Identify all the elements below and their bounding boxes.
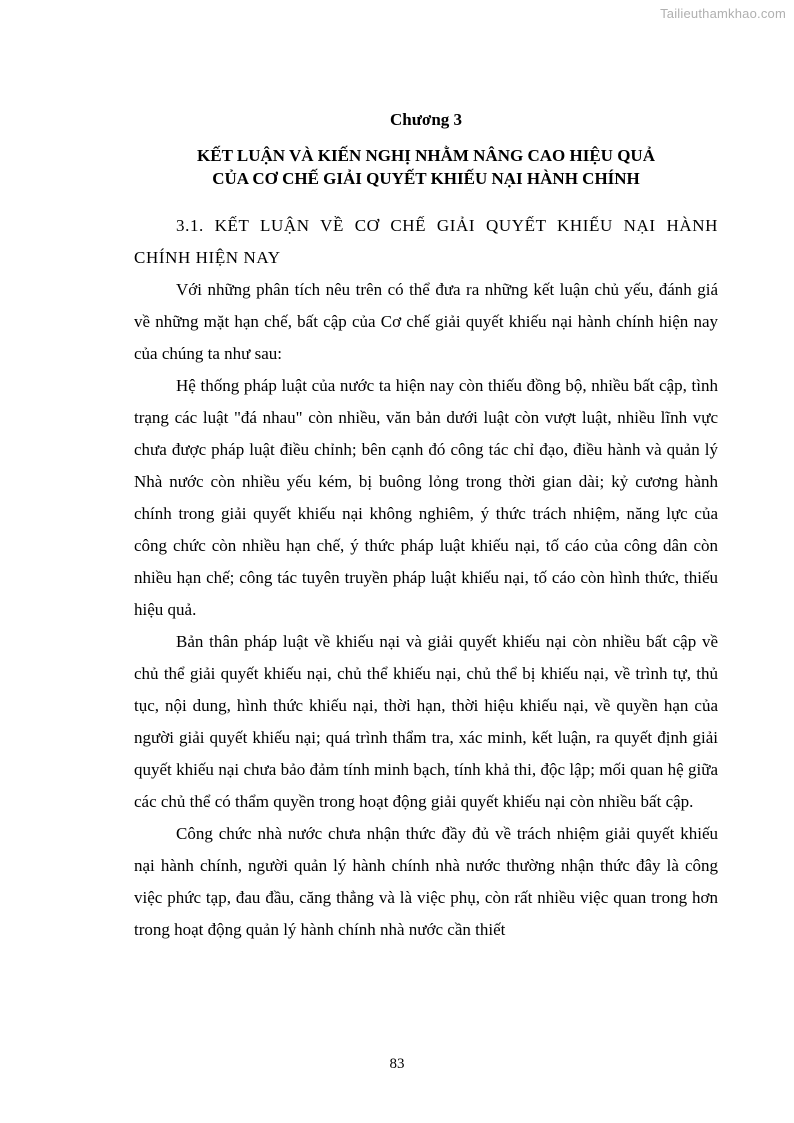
chapter-heading: Chương 3 xyxy=(389,110,463,129)
chapter-title xyxy=(134,144,718,190)
paragraph-3: Bản thân pháp luật về khiếu nại và giải quyết khiếu nại còn nhiều bất cập về chủ thể giải quyết khiếu nại, chủ thể khiếu nại, chủ thể bị khiếu nại, về trình tự, thủ tục, nội dung, hình thức khiếu nại, thời hạn, thời hiệu khiếu nại, về quyền hạn của người giải quyết khiếu nại; quá trình thẩm tra, xác minh, kết luận, ra quyết định giải quyết khiếu nại chưa bảo đảm tính minh bạch, tính khả thi, độc lập; mối quan hệ giữa các chủ thể có thẩm quyền trong hoạt động giải quyết khiếu nại còn nhiều bất cập. xyxy=(134,632,718,811)
paragraph-1: Với những phân tích nêu trên có thể đưa ra những kết luận chủ yếu, đánh giá về những mặt hạn chế, bất cập của Cơ chế giải quyết khiếu nại hành chính hiện nay của chúng ta như sau: xyxy=(134,280,718,363)
paragraph-4: Công chức nhà nước chưa nhận thức đầy đủ về trách nhiệm giải quyết khiếu nại hành chính, người quản lý hành chính nhà nước thường nhận thức đây là công việc phức tạp, đau đầu, căng thẳng và là việc phụ, còn rất nhiều việc quan trong hơn trong hoạt động quản lý hành chính nhà nước cần thiết xyxy=(134,824,718,939)
document-page xyxy=(134,110,718,946)
chapter-title-line-1: KẾT LUẬN VÀ KIẾN NGHỊ NHẰM NÂNG CAO HIỆU QUẢ xyxy=(197,146,655,165)
section-heading: 3.1. KẾT LUẬN VỀ CƠ CHẾ GIẢI QUYẾT KHIẾU NẠI HÀNH CHÍNH HIỆN NAY xyxy=(134,216,718,267)
page-number: 83 xyxy=(389,1056,405,1072)
watermark: Tailieuthamkhao.com xyxy=(660,6,786,21)
paragraph-2: Hệ thống pháp luật của nước ta hiện nay còn thiếu đồng bộ, nhiều bất cập, tình trạng các luật "đá nhau" còn nhiều, văn bản dưới luật còn vượt luật, nhiều lĩnh vực chưa được pháp luật điều chỉnh; bên cạnh đó công tác chỉ đạo, điều hành và quản lý Nhà nước còn nhiều yếu kém, bị buông lỏng trong thời gian dài; kỷ cương hành chính trong giải quyết khiếu nại không nghiêm, ý thức trách nhiệm, năng lực của công chức còn nhiều hạn chế, ý thức pháp luật khiếu nại, tố cáo của công dân còn nhiều hạn chế; công tác tuyên truyền pháp luật khiếu nại, tố cáo còn hình thức, thiếu hiệu quả. xyxy=(134,376,718,619)
chapter-title-line-2: CỦA CƠ CHẾ GIẢI QUYẾT KHIẾU NẠI HÀNH CHÍNH xyxy=(212,169,640,188)
